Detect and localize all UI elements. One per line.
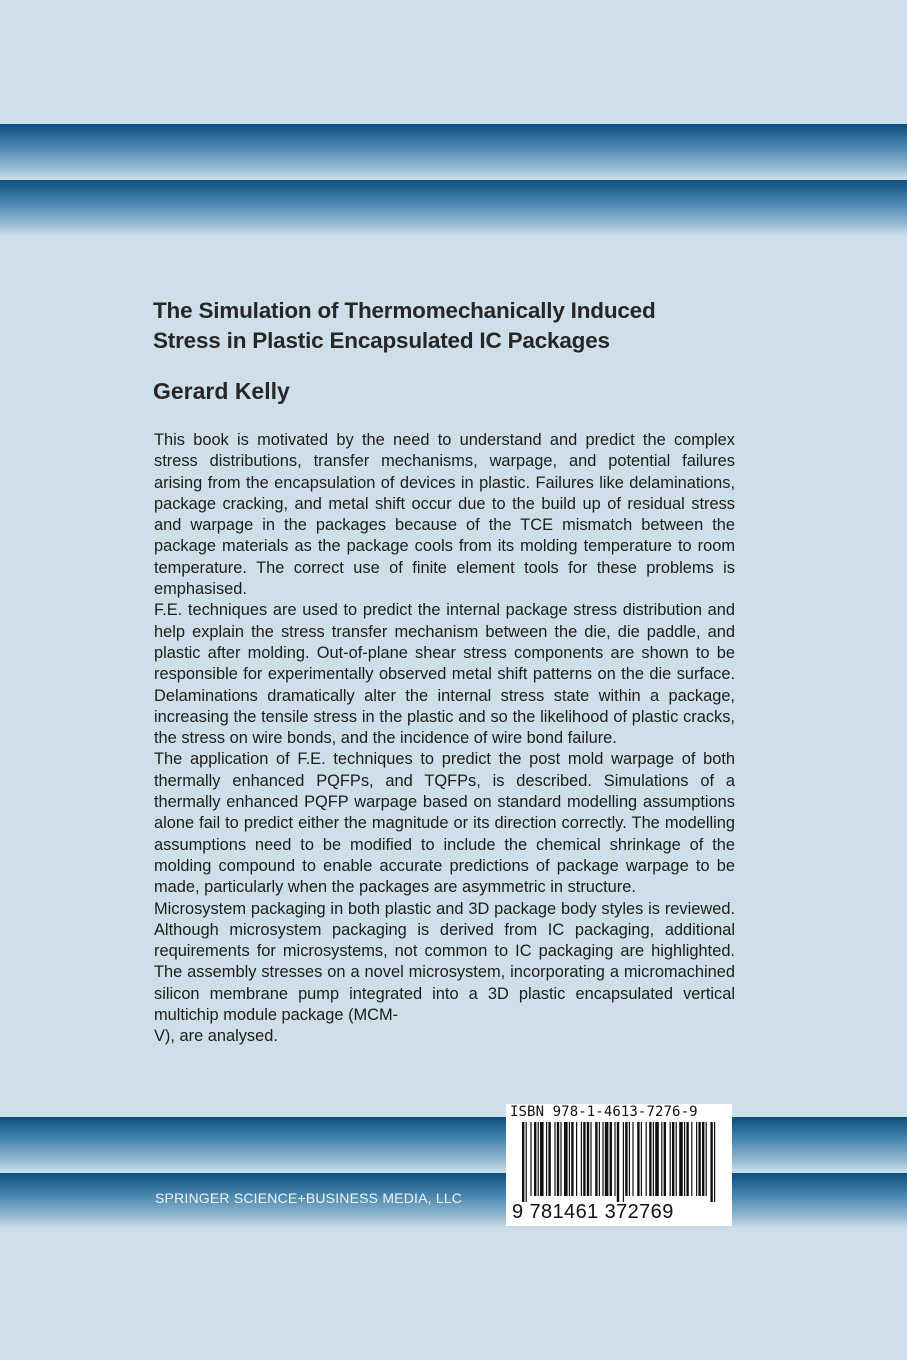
publisher-name: SPRINGER SCIENCE+BUSINESS MEDIA, LLC	[155, 1190, 463, 1206]
book-title-line-1: The Simulation of Thermomechanically Induced	[153, 298, 656, 323]
abstract-paragraph: This book is motivated by the need to understand and predict the complex stress distributions, transfer mechanisms, warpage, and potential failures arising from the encapsulation of devices in plastic. Failures like delaminations, package cracking, and metal shift occur due to the build up of residual stress and warpage in the packages because of the TCE mismatch between the package materials as the package cools from its molding temperature to room temperature. The correct use of finite element tools for these problems is emphasised.	[154, 431, 735, 599]
barcode-bar	[676, 1122, 677, 1196]
abstract-text	[154, 430, 735, 1048]
barcode-bar	[605, 1122, 609, 1196]
isbn-barcode	[506, 1104, 732, 1226]
top-band-upper	[0, 124, 907, 180]
barcode-bar	[614, 1122, 615, 1196]
barcode-bar	[710, 1122, 712, 1202]
barcode-bar	[569, 1122, 570, 1196]
barcode-bar	[557, 1122, 559, 1196]
abstract-paragraph: F.E. techniques are used to predict the internal package stress distribution and help explain the stress transfer mechanism between the die, die paddle, and plastic after molding. Out-of-plane shear stress components are shown to be responsible for experimentally observed metal shift patterns on the die surface. Delaminations dramatically alter the internal stress state within a package, increasing the tensile stress in the plastic and so the likelihood of plastic cracks, the stress on wire bonds, and the incidence of wire bond failure.	[154, 601, 735, 748]
book-author: Gerard Kelly	[153, 378, 290, 404]
abstract-paragraph: V), are analysed.	[154, 1027, 278, 1046]
barcode-bar	[696, 1122, 697, 1196]
abstract-paragraph: Microsystem packaging in both plastic and 3D package body styles is reviewed. Although microsystem packaging is derived from IC packaging, additional requirements for microsystems, not common to IC packaging are highlighted. The assembly stresses on a novel microsystem, incorporating a micromachined silicon membrane pump integrated into a 3D plastic encapsulated vertical multichip module package (MCM-	[154, 899, 735, 1025]
barcode-bar	[554, 1122, 555, 1196]
barcode-bar	[583, 1122, 585, 1196]
abstract-paragraph: The application of F.E. techniques to predict the post mold warpage of both thermally enhanced PQFPs, and TQFPs, is described. Simulations of a thermally enhanced PQFP warpage based on standard modelling assumptions alone fail to predict either the magnitude or its direction correctly. The modelling assumptions need to be modified to include the chemical shrinkage of the molding compound to enable accurate predictions of package warpage to be made, particularly when the packages are asymmetric in structure.	[154, 750, 735, 897]
barcode-bar	[540, 1122, 544, 1196]
barcode-bar	[571, 1122, 573, 1196]
barcode-bar	[684, 1122, 685, 1196]
barcode-bar	[641, 1122, 642, 1196]
barcode-bar	[595, 1122, 597, 1196]
barcode-bar	[670, 1122, 671, 1196]
barcode-bar	[655, 1122, 659, 1196]
barcode-bar	[625, 1122, 627, 1196]
barcode-bar	[653, 1122, 654, 1196]
barcode-bar	[576, 1122, 577, 1196]
barcode-bar	[691, 1122, 692, 1196]
barcode-bar	[560, 1122, 561, 1196]
barcode-bar	[706, 1122, 707, 1196]
barcode-bar	[599, 1122, 600, 1196]
barcode-bar	[629, 1122, 630, 1196]
barcode-bar	[590, 1122, 591, 1196]
barcode-bar	[602, 1122, 603, 1196]
bottom-band-upper	[0, 1117, 907, 1173]
barcode-bar	[679, 1122, 683, 1196]
barcode-bar	[581, 1122, 582, 1196]
barcode-bar	[646, 1122, 647, 1196]
barcode-bar	[661, 1122, 662, 1196]
barcode-bar	[610, 1122, 612, 1196]
book-title-line-2: Stress in Plastic Encapsulated IC Packages	[153, 328, 610, 353]
barcode-bar	[530, 1122, 531, 1196]
barcode-bar	[534, 1122, 536, 1196]
isbn-label: ISBN 978-1-4613-7276-9	[510, 1104, 698, 1120]
barcode-bar	[714, 1122, 715, 1202]
barcode-bar	[548, 1122, 550, 1196]
barcode-bar	[617, 1122, 619, 1202]
barcode-bar	[526, 1122, 527, 1202]
book-title	[153, 296, 753, 356]
barcode-bar	[672, 1122, 674, 1196]
barcode-bar	[649, 1122, 651, 1196]
barcode-bar	[637, 1122, 639, 1196]
barcode-bar	[632, 1122, 633, 1196]
barcode-bars	[522, 1122, 718, 1202]
barcode-bar	[686, 1122, 688, 1196]
top-band-lower	[0, 180, 907, 236]
barcode-bar	[564, 1122, 568, 1196]
barcode-bar	[546, 1122, 547, 1196]
barcode-bar	[698, 1122, 700, 1196]
barcode-digits: 9 781461 372769	[512, 1201, 674, 1223]
barcode-bar	[664, 1122, 666, 1196]
barcode-bar	[522, 1122, 524, 1202]
barcode-bar	[587, 1122, 589, 1196]
barcode-bar	[623, 1122, 624, 1202]
barcode-bar	[538, 1122, 539, 1196]
barcode-bar	[702, 1122, 704, 1196]
